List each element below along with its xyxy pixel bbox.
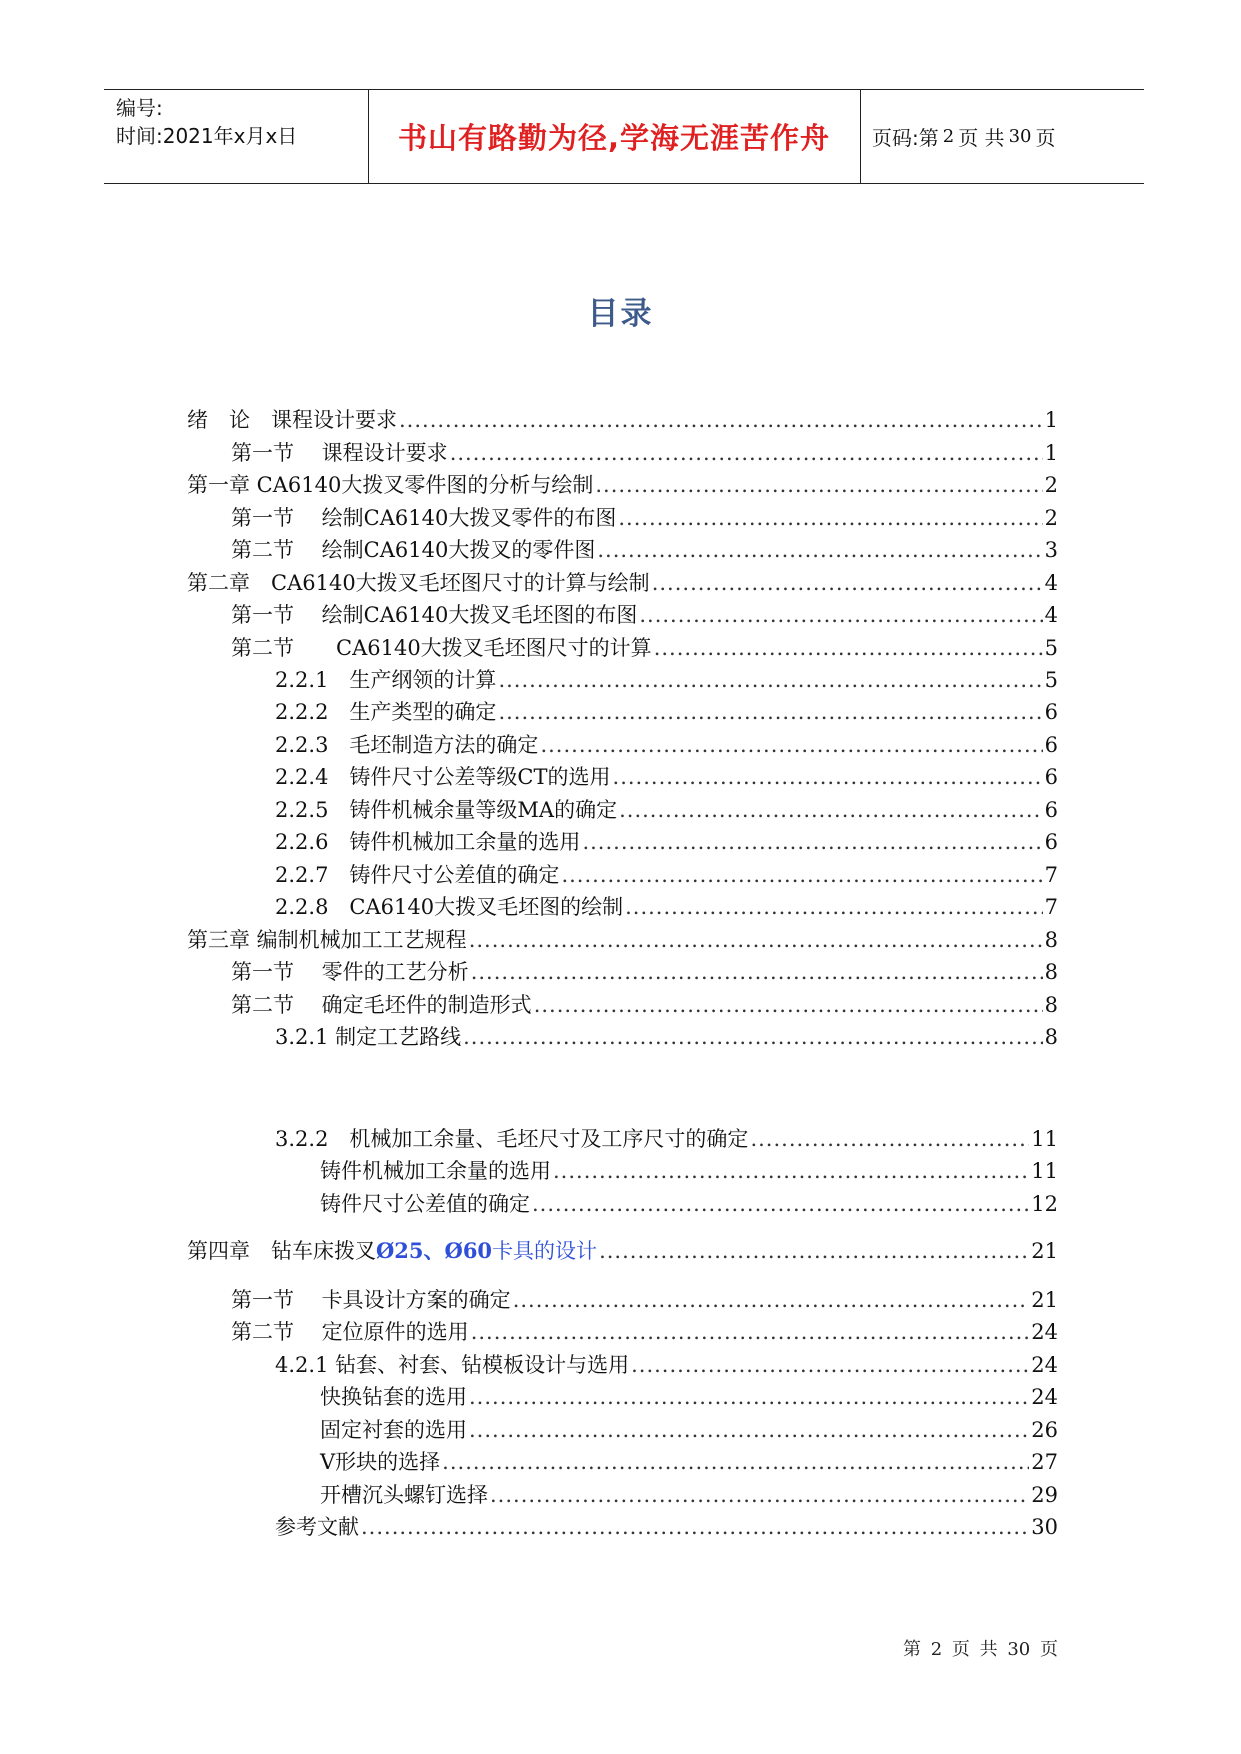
- footer-mid: 页 共: [951, 1639, 998, 1660]
- footer-prefix: 第: [902, 1639, 921, 1660]
- toc-entry-label: 第一章 CA6140大拨叉零件图的分析与绘制: [187, 473, 594, 497]
- toc-entry-label: 2.2.7 铸件尺寸公差值的确定: [275, 863, 560, 887]
- toc-entry[interactable]: [320, 1480, 1058, 1510]
- page-total: 30: [1008, 126, 1032, 147]
- toc-entry-label: 第二节 确定毛坯件的制造形式: [231, 993, 532, 1017]
- footer-current: 2: [930, 1639, 943, 1660]
- toc-entry[interactable]: [231, 600, 1058, 630]
- document-number-label: 编号:: [116, 96, 163, 120]
- toc-leader-dots: [631, 1350, 1029, 1380]
- toc-entry-label-part: Ø25: [376, 1238, 424, 1263]
- toc-entry-page: 1: [1044, 408, 1058, 432]
- toc-entry[interactable]: [275, 697, 1058, 727]
- toc-entry-page: 6: [1044, 765, 1058, 789]
- toc-entry-label: 3.2.2 机械加工余量、毛坯尺寸及工序尺寸的确定: [275, 1127, 749, 1151]
- toc-entry[interactable]: [231, 535, 1058, 565]
- toc-entry-label: 第二节 定位原件的选用: [231, 1320, 469, 1344]
- toc-entry[interactable]: [275, 860, 1058, 890]
- toc-entry[interactable]: [231, 438, 1058, 468]
- toc-leader-dots: [553, 1156, 1029, 1186]
- toc-leader-dots: [534, 990, 1043, 1020]
- toc-leader-dots: [597, 535, 1042, 565]
- toc-entry-label: 铸件尺寸公差值的确定: [320, 1192, 530, 1216]
- toc-entry-label: 第二章 CA6140大拨叉毛坯图尺寸的计算与绘制: [187, 571, 650, 595]
- toc-entry-label: 铸件机械加工余量的选用: [320, 1159, 551, 1183]
- toc-entry[interactable]: [231, 957, 1058, 987]
- toc-entry-label: [187, 1236, 597, 1266]
- toc-entry[interactable]: [275, 730, 1058, 760]
- toc-entry-page: 6: [1044, 733, 1058, 757]
- toc-leader-dots: [498, 697, 1042, 727]
- toc-leader-dots: [532, 1189, 1029, 1219]
- page-mid: 页 共: [958, 126, 1005, 150]
- header-divider: [860, 90, 861, 183]
- toc-entry[interactable]: [275, 1022, 1058, 1052]
- toc-entry-page: 8: [1044, 928, 1058, 952]
- toc-entry-label-part: 第四章 钻车床拨叉: [187, 1239, 376, 1263]
- toc-entry[interactable]: [320, 1189, 1058, 1219]
- toc-leader-dots: [463, 1022, 1043, 1052]
- toc-leader-dots: [654, 633, 1043, 663]
- toc-entry[interactable]: [275, 665, 1058, 695]
- toc-entry-label: 2.2.3 毛坯制造方法的确定: [275, 733, 539, 757]
- toc-entry[interactable]: [275, 1350, 1058, 1380]
- toc-leader-dots: [639, 600, 1042, 630]
- toc-entry[interactable]: [275, 762, 1058, 792]
- toc-entry-page: 8: [1044, 993, 1058, 1017]
- toc-entry-label: 参考文献: [275, 1515, 359, 1539]
- toc-entry-page: 6: [1044, 798, 1058, 822]
- toc-entry-page: 24: [1031, 1385, 1058, 1409]
- toc-entry-page: 6: [1044, 700, 1058, 724]
- toc-entry-label: 第一节 卡具设计方案的确定: [231, 1288, 511, 1312]
- toc-entry-page: 11: [1031, 1159, 1058, 1183]
- toc-entry-label-part: 卡具的设计: [492, 1239, 598, 1263]
- toc-entry-page: 24: [1031, 1320, 1058, 1344]
- toc-leader-dots: [619, 795, 1043, 825]
- toc-entry-page: 21: [1031, 1239, 1058, 1263]
- toc-leader-dots: [540, 730, 1042, 760]
- toc-leader-dots: [471, 957, 1043, 987]
- toc-entry-label: 2.2.1 生产纲领的计算: [275, 668, 497, 692]
- toc-leader-dots: [469, 925, 1043, 955]
- toc-entry-page: 7: [1044, 895, 1058, 919]
- toc-entry-page: 6: [1044, 830, 1058, 854]
- document-time-label: 时间:2021年x月x日: [116, 124, 298, 148]
- toc-leader-dots: [513, 1285, 1030, 1315]
- page-suffix: 页: [1035, 126, 1056, 150]
- toc-entry-label-part: 、: [423, 1238, 445, 1263]
- toc-entry-label: 第一节 绘制CA6140大拨叉毛坯图的布图: [231, 603, 638, 627]
- header-table: [104, 89, 1144, 184]
- toc-leader-dots: [595, 470, 1042, 500]
- toc-entry-label: 4.2.1 钻套、衬套、钻模板设计与选用: [275, 1353, 630, 1377]
- toc-entry-label-part: Ø60: [444, 1238, 493, 1263]
- toc-entry[interactable]: [275, 1124, 1058, 1154]
- toc-leader-dots: [469, 1382, 1029, 1412]
- toc-leader-dots: [399, 405, 1043, 435]
- toc-entry-page: 8: [1044, 960, 1058, 984]
- toc-entry-page: 26: [1031, 1418, 1058, 1442]
- toc-leader-dots: [471, 1317, 1030, 1347]
- toc-entry-page: 27: [1031, 1450, 1058, 1474]
- toc-leader-dots: [582, 827, 1042, 857]
- toc-entry[interactable]: [320, 1447, 1058, 1477]
- toc-entry[interactable]: [275, 1512, 1058, 1542]
- toc-entry-page: 8: [1044, 1025, 1058, 1049]
- toc-entry[interactable]: [231, 503, 1058, 533]
- toc-entry-page: 11: [1031, 1127, 1058, 1151]
- toc-entry-page: 4: [1044, 603, 1058, 627]
- toc-entry-page: 2: [1044, 506, 1058, 530]
- toc-entry-label: 第一节 绘制CA6140大拨叉零件的布图: [231, 506, 617, 530]
- toc-entry-label: 2.2.5 铸件机械余量等级MA的确定: [275, 798, 618, 822]
- toc-entry[interactable]: [187, 405, 1058, 435]
- header-page-info: [872, 90, 1055, 183]
- toc-entry-page: 30: [1031, 1515, 1058, 1539]
- page-current: 2: [942, 126, 955, 147]
- toc-entry[interactable]: [231, 633, 1058, 663]
- toc-entry[interactable]: [320, 1415, 1058, 1445]
- footer-total: 30: [1007, 1639, 1031, 1660]
- toc-entry-label: 2.2.8 CA6140大拨叉毛坯图的绘制: [275, 895, 624, 919]
- toc-entry-label: 开槽沉头螺钉选择: [320, 1483, 488, 1507]
- page-prefix: 页码:第: [872, 126, 939, 150]
- toc-entry-label: 绪 论 课程设计要求: [187, 408, 397, 432]
- toc-entry-page: 29: [1031, 1483, 1058, 1507]
- toc-entry-label: 第二节 CA6140大拨叉毛坯图尺寸的计算: [231, 636, 652, 660]
- toc-entry-page: 21: [1031, 1288, 1058, 1312]
- toc-entry-label: 2.2.6 铸件机械加工余量的选用: [275, 830, 581, 854]
- toc-entry[interactable]: [275, 827, 1058, 857]
- toc-leader-dots: [750, 1124, 1029, 1154]
- toc-entry-page: 5: [1044, 668, 1058, 692]
- toc-leader-dots: [442, 1447, 1029, 1477]
- toc-leader-dots: [561, 860, 1042, 890]
- toc-entry-label: 2.2.2 生产类型的确定: [275, 700, 497, 724]
- toc-leader-dots: [625, 892, 1043, 922]
- toc-entry-page: 2: [1044, 473, 1058, 497]
- toc-entry[interactable]: [231, 1317, 1058, 1347]
- toc-leader-dots: [490, 1480, 1029, 1510]
- toc-entry-label: 快换钻套的选用: [320, 1385, 467, 1409]
- toc-leader-dots: [618, 503, 1042, 533]
- toc-entry-label: 第二节 绘制CA6140大拨叉的零件图: [231, 538, 596, 562]
- toc-entry[interactable]: [187, 925, 1058, 955]
- toc-entry-label: 第一节 课程设计要求: [231, 441, 448, 465]
- toc-entry-page: 12: [1031, 1192, 1058, 1216]
- toc-entry[interactable]: [275, 795, 1058, 825]
- toc-leader-dots: [361, 1512, 1029, 1542]
- toc-entry[interactable]: [275, 892, 1058, 922]
- footer-suffix: 页: [1040, 1639, 1058, 1660]
- toc-entry[interactable]: [187, 1236, 1058, 1266]
- toc-entry-label: 固定衬套的选用: [320, 1418, 467, 1442]
- toc-entry-page: 5: [1044, 636, 1058, 660]
- toc-entry-label: 第一节 零件的工艺分析: [231, 960, 469, 984]
- header-motto: 书山有路勤为径,学海无涯苦作舟: [397, 121, 831, 155]
- toc-entry[interactable]: [320, 1382, 1058, 1412]
- toc-entry[interactable]: [187, 470, 1058, 500]
- toc-entry-page: 4: [1044, 571, 1058, 595]
- toc-entry-page: 1: [1044, 441, 1058, 465]
- toc-entry-page: 3: [1044, 538, 1058, 562]
- toc-entry-page: 24: [1031, 1353, 1058, 1377]
- toc-entry-label: 2.2.4 铸件尺寸公差等级CT的选用: [275, 765, 611, 789]
- toc-leader-dots: [613, 762, 1043, 792]
- toc-leader-dots: [599, 1236, 1029, 1266]
- toc-entry-label: 第三章 编制机械加工工艺规程: [187, 928, 467, 952]
- toc-entry[interactable]: [231, 1285, 1058, 1315]
- page-footer: [903, 1635, 1058, 1661]
- page-title: 目录: [587, 296, 654, 332]
- header-meta: [116, 94, 297, 150]
- toc-entry[interactable]: [187, 568, 1058, 598]
- toc-entry-label: V形块的选择: [320, 1450, 441, 1474]
- toc-entry-label: 3.2.1 制定工艺路线: [275, 1025, 462, 1049]
- toc-entry[interactable]: [320, 1156, 1058, 1186]
- toc-leader-dots: [450, 438, 1043, 468]
- toc-entry[interactable]: [231, 990, 1058, 1020]
- toc-leader-dots: [652, 568, 1043, 598]
- toc-leader-dots: [498, 665, 1042, 695]
- toc-entry-page: 7: [1044, 863, 1058, 887]
- toc-leader-dots: [469, 1415, 1029, 1445]
